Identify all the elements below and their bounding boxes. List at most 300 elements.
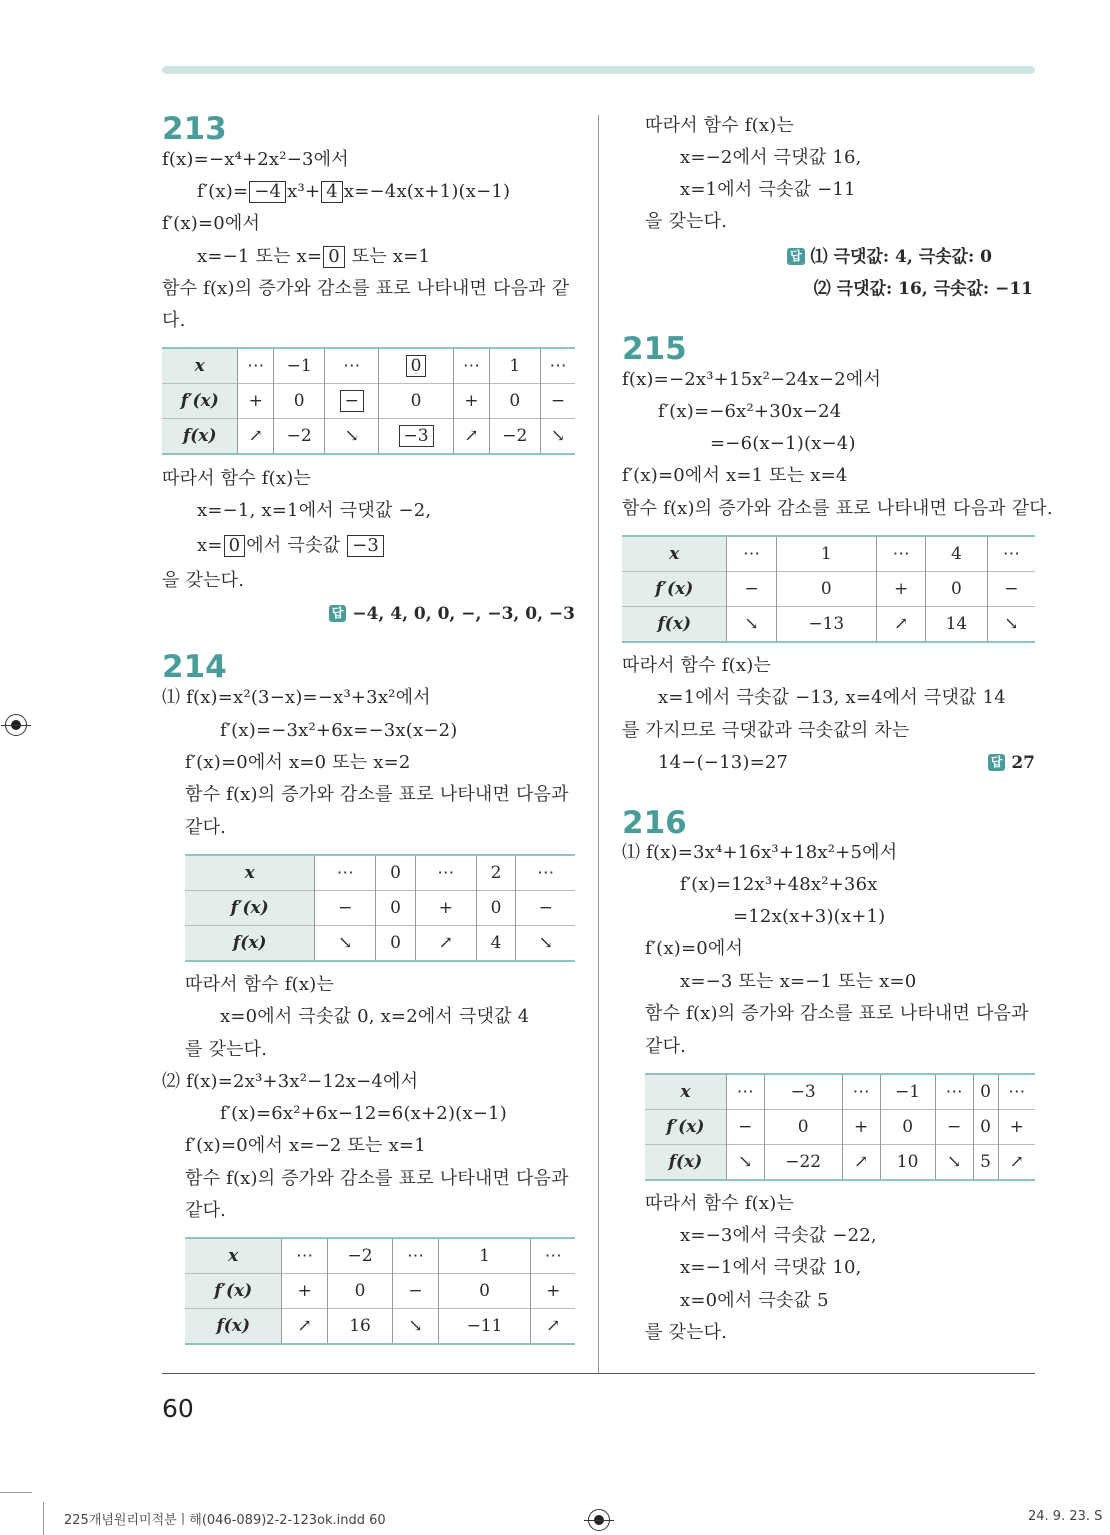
- cell-value: ↘: [1004, 614, 1019, 634]
- text-segment: f′(x)=−6x²+30x−24: [658, 401, 842, 422]
- table-cell: [842, 1145, 880, 1181]
- registration-mark-icon: [588, 1509, 610, 1531]
- cell-value: 0: [980, 1082, 991, 1102]
- text-line: [680, 1289, 829, 1313]
- table-cell: [454, 419, 489, 455]
- table-cell: [438, 1238, 531, 1274]
- table-cell: [776, 607, 877, 643]
- cell-value: 0: [509, 391, 521, 411]
- table-cell: [764, 1110, 842, 1145]
- answer-blank-box: 0: [323, 246, 345, 268]
- text-line: [680, 178, 856, 202]
- table-cell: [376, 891, 416, 926]
- text-line: [220, 719, 458, 743]
- text-line: [162, 467, 311, 491]
- text-segment: 함수 f(x)의 증가와 감소를 표로 나타내면 다음과: [185, 1168, 569, 1189]
- text-segment: 를 갖는다.: [645, 1322, 728, 1343]
- answer-tag-icon: 답: [787, 248, 805, 265]
- text-line: [197, 180, 510, 204]
- row-header: [622, 536, 727, 572]
- table-row: [622, 607, 1035, 643]
- text-segment: 같다.: [185, 1200, 227, 1221]
- cell-value: ↘: [344, 426, 359, 446]
- table-cell: [973, 1074, 998, 1110]
- crop-mark: [0, 1492, 32, 1493]
- cell-value: ↗: [1009, 1152, 1024, 1172]
- answer-blank-box: −4: [249, 181, 286, 203]
- text-line: [220, 1102, 507, 1126]
- row-header: [185, 855, 315, 891]
- text-line: [645, 1321, 727, 1345]
- answer-text: −4, 4, 0, 0, −, −3, 0, −3: [352, 604, 575, 624]
- text-line: [658, 751, 788, 775]
- table-cell: [415, 926, 476, 962]
- text-line: [680, 970, 916, 994]
- cell-value: 0: [902, 1117, 914, 1137]
- text-segment: 따라서 함수 f(x)는: [645, 1193, 795, 1214]
- text-segment: 같다.: [645, 1036, 687, 1057]
- problem-number: 216: [622, 805, 687, 841]
- text-segment: f′(x)=12x³+48x²+36x: [680, 874, 878, 895]
- table-cell: [764, 1074, 842, 1110]
- cell-value: 10: [896, 1152, 919, 1172]
- table-cell: [325, 419, 379, 455]
- table-cell: [531, 1274, 575, 1309]
- table-cell: [776, 536, 877, 572]
- answer-text: 27: [1011, 753, 1035, 773]
- cell-value: ↗: [248, 426, 263, 446]
- table-row: [162, 384, 575, 419]
- text-segment: 같다.: [185, 817, 227, 838]
- text-line: [680, 146, 862, 170]
- cell-value: ⋯: [343, 356, 361, 376]
- table-cell: [438, 1309, 531, 1345]
- text-line: [645, 937, 743, 961]
- cell-value: ↘: [738, 1152, 753, 1172]
- table-cell: [325, 348, 379, 384]
- table-cell: [393, 1274, 438, 1309]
- table-row: [185, 855, 575, 891]
- cell-value: −2: [347, 1246, 373, 1266]
- cell-value: f(x): [216, 1316, 250, 1336]
- cell-value: −11: [466, 1316, 503, 1336]
- cell-value: f(x): [668, 1152, 703, 1172]
- text-line: [162, 277, 569, 301]
- text-segment: 따라서 함수 f(x)는: [162, 468, 312, 489]
- text-segment: f′(x)=: [197, 181, 249, 202]
- table-cell: [987, 607, 1035, 643]
- table-row: [185, 1309, 575, 1345]
- text-line: [162, 212, 260, 236]
- cell-value: 0: [479, 1281, 490, 1301]
- text-segment: =12x(x+3)(x+1): [733, 906, 886, 927]
- text-segment: x=−4x(x+1)(x−1): [343, 181, 511, 202]
- answer-tag-icon: 답: [988, 754, 1006, 771]
- text-segment: 다.: [162, 310, 186, 331]
- text-segment: 따라서 함수 f(x)는: [645, 115, 795, 136]
- cell-value: 16: [349, 1316, 371, 1336]
- cell-value: −: [1004, 579, 1019, 599]
- text-line: [185, 1038, 267, 1062]
- cell-value: ↘: [408, 1316, 423, 1336]
- text-line: [645, 1035, 686, 1059]
- table-cell: [325, 384, 379, 419]
- row-header: [645, 1074, 726, 1110]
- text-segment: x=−1, x=1에서 극댓값 −2,: [197, 500, 432, 521]
- table-cell: [393, 1309, 438, 1345]
- table-cell: [987, 536, 1035, 572]
- text-segment: x=−3에서 극솟값 −22,: [680, 1225, 877, 1246]
- text-line: [185, 783, 569, 807]
- cell-value: ↘: [338, 933, 353, 953]
- cell-value: f(x): [232, 933, 267, 953]
- table-cell: [926, 607, 988, 643]
- table-cell: [489, 348, 540, 384]
- cell-value: ⋯: [336, 863, 354, 883]
- text-line: [658, 686, 1006, 710]
- text-line: [162, 686, 431, 710]
- text-line: [162, 1070, 418, 1094]
- table-cell: [880, 1110, 935, 1145]
- cell-value: −3: [790, 1082, 816, 1102]
- cell-value: ↗: [438, 933, 453, 953]
- cell-value: ⋯: [736, 1082, 754, 1102]
- text-segment: f′(x)=0에서: [645, 938, 744, 959]
- cell-value: −1: [286, 356, 312, 376]
- text-line: [710, 432, 856, 456]
- cell-value: 14: [945, 614, 968, 634]
- table-cell: [273, 419, 324, 455]
- text-line: [622, 368, 881, 392]
- row-header: [185, 1238, 282, 1274]
- table-cell: [273, 348, 324, 384]
- table-cell: [315, 926, 376, 962]
- cell-value: ↘: [550, 426, 566, 446]
- problem-number: 214: [162, 649, 227, 685]
- cell-value: 2: [490, 863, 502, 883]
- cell-value: 0: [490, 898, 502, 918]
- table-cell: [489, 419, 540, 455]
- cell-value: 0: [797, 1117, 809, 1137]
- table-cell: [327, 1274, 393, 1309]
- cell-value: ⋯: [406, 1246, 424, 1266]
- cell-value: f′(x): [666, 1117, 705, 1137]
- cell-value: +: [546, 1281, 561, 1301]
- crop-mark: [43, 1502, 44, 1535]
- cell-value: +: [297, 1281, 312, 1301]
- text-segment: 함수 f(x)의 증가와 감소를 표로 나타내면 다음과 같다.: [622, 498, 1053, 519]
- variation-table: [185, 854, 575, 962]
- cell-value: −: [538, 898, 553, 918]
- text-segment: x=−1 또는 x=: [197, 246, 323, 267]
- cell-value: ↗: [464, 426, 479, 446]
- text-line: [197, 499, 431, 523]
- text-line: [185, 1199, 226, 1223]
- text-line: [185, 816, 226, 840]
- cell-value: ⋯: [1008, 1082, 1026, 1102]
- problem-number: 215: [622, 331, 687, 367]
- table-cell: [935, 1145, 973, 1181]
- answer-blank-box: 0: [406, 355, 427, 377]
- cell-value: ⋯: [852, 1082, 870, 1102]
- variation-table: [185, 1237, 575, 1345]
- cell-value: ↘: [744, 614, 759, 634]
- text-line: [162, 569, 244, 593]
- table-cell: [726, 1074, 764, 1110]
- text-line: [622, 464, 848, 488]
- table-cell: [935, 1110, 973, 1145]
- text-segment: =−6(x−1)(x−4): [710, 433, 856, 454]
- cell-value: 4: [490, 933, 502, 953]
- cell-value: ⋯: [945, 1082, 963, 1102]
- cell-value: 0: [951, 579, 962, 599]
- text-line: [645, 1002, 1029, 1026]
- text-line: [220, 1005, 529, 1029]
- table-cell: [516, 855, 575, 891]
- table-cell: [379, 348, 454, 384]
- variation-table: [645, 1073, 1035, 1181]
- text-segment: x=1에서 극솟값 −11: [680, 179, 856, 200]
- text-line: [680, 873, 878, 897]
- text-line: [185, 973, 334, 997]
- table-cell: [935, 1074, 973, 1110]
- table-cell: [282, 1309, 327, 1345]
- table-cell: [531, 1309, 575, 1345]
- registration-mark-icon: [5, 714, 27, 736]
- text-line: [162, 309, 186, 333]
- table-cell: [454, 384, 489, 419]
- problem-number: 213: [162, 111, 227, 147]
- variation-table: [162, 347, 575, 455]
- cell-value: ⋯: [537, 863, 555, 883]
- row-header: [162, 384, 238, 419]
- table-cell: [282, 1274, 327, 1309]
- table-cell: [454, 348, 489, 384]
- cell-value: +: [893, 579, 909, 599]
- answer-tag-icon: 답: [329, 605, 347, 622]
- answer-line: [787, 245, 992, 269]
- cell-value: ⋯: [437, 863, 455, 883]
- text-line: [197, 534, 385, 558]
- text-line: [658, 400, 841, 424]
- footer-rule: [162, 1373, 1035, 1374]
- table-row: [622, 536, 1035, 572]
- text-segment: f′(x)=0에서: [162, 213, 261, 234]
- text-line: [185, 1167, 569, 1191]
- text-segment: 따라서 함수 f(x)는: [622, 655, 772, 676]
- cell-value: +: [438, 898, 453, 918]
- table-cell: [476, 926, 516, 962]
- cell-value: −1: [895, 1082, 921, 1102]
- text-segment: x=−1에서 극댓값 10,: [680, 1257, 862, 1278]
- text-segment: 따라서 함수 f(x)는: [185, 974, 335, 995]
- text-segment: ⑴ f(x)=x²(3−x)=−x³+3x²에서: [162, 687, 431, 708]
- table-cell: [540, 384, 575, 419]
- answer-blank-box: −: [340, 390, 364, 412]
- cell-value: f′(x): [230, 898, 269, 918]
- table-row: [185, 1238, 575, 1274]
- cell-value: 5: [980, 1152, 991, 1172]
- table-cell: [516, 926, 575, 962]
- text-line: [622, 654, 771, 678]
- table-cell: [877, 572, 926, 607]
- page-number: 60: [162, 1394, 194, 1423]
- row-header: [645, 1145, 726, 1181]
- table-cell: [531, 1238, 575, 1274]
- variation-table: [622, 535, 1035, 643]
- answer-text: ⑴ 극댓값: 4, 극솟값: 0: [810, 247, 992, 267]
- table-cell: [327, 1238, 393, 1274]
- table-cell: [393, 1238, 438, 1274]
- cell-value: ⋯: [892, 544, 910, 564]
- cell-value: f(x): [657, 614, 692, 634]
- text-segment: 을 갖는다.: [645, 211, 728, 232]
- cell-value: +: [1009, 1117, 1024, 1137]
- cell-value: −2: [502, 426, 528, 446]
- cell-value: −: [738, 1117, 753, 1137]
- table-cell: [998, 1074, 1035, 1110]
- text-line: [645, 210, 727, 234]
- table-cell: [238, 348, 273, 384]
- table-cell: [273, 384, 324, 419]
- cell-value: +: [248, 391, 263, 411]
- cell-value: +: [853, 1117, 869, 1137]
- table-row: [622, 572, 1035, 607]
- cell-value: 0: [390, 898, 401, 918]
- row-header: [622, 572, 727, 607]
- answer-line: [329, 602, 575, 626]
- row-header: [622, 607, 727, 643]
- table-cell: [726, 1145, 764, 1181]
- cell-value: −: [946, 1117, 962, 1137]
- text-segment: f′(x)=0에서 x=−2 또는 x=1: [185, 1135, 426, 1156]
- cell-value: 1: [479, 1246, 490, 1266]
- table-row: [645, 1145, 1035, 1181]
- cell-value: ↗: [546, 1316, 561, 1336]
- answer-line: [814, 277, 1033, 301]
- cell-value: 1: [509, 356, 521, 376]
- table-row: [185, 891, 575, 926]
- table-row: [185, 1274, 575, 1309]
- cell-value: 0: [390, 863, 401, 883]
- text-segment: x=−2에서 극댓값 16,: [680, 147, 862, 168]
- cell-value: −13: [808, 614, 845, 634]
- cell-value: ⋯: [296, 1246, 314, 1266]
- text-line: [622, 719, 910, 743]
- table-cell: [238, 419, 273, 455]
- text-line: [162, 148, 349, 172]
- text-segment: f′(x)=−3x²+6x=−3x(x−2): [220, 720, 458, 741]
- text-segment: 함수 f(x)의 증가와 감소를 표로 나타내면 다음과 같: [162, 278, 570, 299]
- cell-value: −: [408, 1281, 423, 1301]
- cell-value: −2: [286, 426, 312, 446]
- table-cell: [415, 855, 476, 891]
- cell-value: ↗: [853, 1152, 869, 1172]
- table-row: [645, 1110, 1035, 1145]
- table-cell: [973, 1110, 998, 1145]
- table-cell: [726, 1110, 764, 1145]
- answer-blank-box: −3: [399, 425, 434, 447]
- answer-blank-box: 0: [224, 535, 246, 557]
- text-segment: 함수 f(x)의 증가와 감소를 표로 나타내면 다음과: [645, 1003, 1029, 1024]
- cell-value: −22: [785, 1152, 822, 1172]
- table-row: [645, 1074, 1035, 1110]
- row-header: [185, 891, 315, 926]
- cell-value: f′(x): [214, 1281, 253, 1301]
- cell-value: 0: [820, 579, 832, 599]
- answer-blank-box: 4: [321, 181, 343, 203]
- cell-value: 0: [293, 391, 305, 411]
- cell-value: ⋯: [247, 356, 265, 376]
- text-line: [680, 1224, 877, 1248]
- text-segment: 14−(−13)=27: [658, 752, 789, 773]
- table-cell: [438, 1274, 531, 1309]
- table-cell: [379, 419, 454, 455]
- table-row: [185, 926, 575, 962]
- footer-file-info: 225개념원리미적분ㅣ해(046-089)2-2-123ok.indd 60: [64, 1513, 386, 1528]
- text-segment: 을 갖는다.: [162, 570, 245, 591]
- table-cell: [842, 1110, 880, 1145]
- table-cell: [379, 384, 454, 419]
- column-divider: [598, 115, 599, 1373]
- text-segment: f′(x)=6x²+6x−12=6(x+2)(x−1): [220, 1103, 507, 1124]
- cell-value: ↗: [893, 614, 909, 634]
- cell-value: f′(x): [180, 391, 219, 411]
- cell-value: ↗: [297, 1316, 312, 1336]
- text-segment: x=0에서 극솟값 0, x=2에서 극댓값 4: [220, 1006, 530, 1027]
- table-cell: [880, 1074, 935, 1110]
- cell-value: x: [244, 863, 255, 883]
- table-cell: [727, 607, 776, 643]
- cell-value: +: [464, 391, 479, 411]
- table-cell: [926, 572, 988, 607]
- cell-value: ⋯: [549, 356, 567, 376]
- row-header: [645, 1110, 726, 1145]
- table-cell: [489, 384, 540, 419]
- text-line: [185, 751, 411, 775]
- cell-value: ↘: [538, 933, 553, 953]
- table-cell: [282, 1238, 327, 1274]
- text-segment: ⑵ f(x)=2x³+3x²−12x−4에서: [162, 1071, 419, 1092]
- table-cell: [727, 536, 776, 572]
- table-cell: [476, 891, 516, 926]
- text-segment: x³+: [287, 181, 321, 202]
- footer-date: 24. 9. 23. S: [1028, 1509, 1103, 1524]
- row-header: [162, 419, 238, 455]
- table-cell: [238, 384, 273, 419]
- table-cell: [476, 855, 516, 891]
- table-row: [162, 348, 575, 384]
- table-cell: [327, 1309, 393, 1345]
- table-cell: [540, 348, 575, 384]
- cell-value: f′(x): [655, 579, 694, 599]
- cell-value: −: [338, 898, 353, 918]
- cell-value: 0: [354, 1281, 366, 1301]
- row-header: [185, 926, 315, 962]
- answer-text: ⑵ 극댓값: 16, 극솟값: −11: [813, 279, 1033, 299]
- row-header: [185, 1309, 282, 1345]
- table-cell: [877, 607, 926, 643]
- cell-value: f(x): [182, 426, 217, 446]
- text-segment: 함수 f(x)의 증가와 감소를 표로 나타내면 다음과: [185, 784, 569, 805]
- text-line: [645, 1192, 794, 1216]
- table-cell: [376, 926, 416, 962]
- answer-blank-box: −3: [347, 535, 384, 557]
- text-line: [197, 245, 430, 269]
- cell-value: −: [550, 391, 566, 411]
- text-segment: x=0에서 극솟값 5: [680, 1290, 829, 1311]
- text-line: [680, 1256, 862, 1280]
